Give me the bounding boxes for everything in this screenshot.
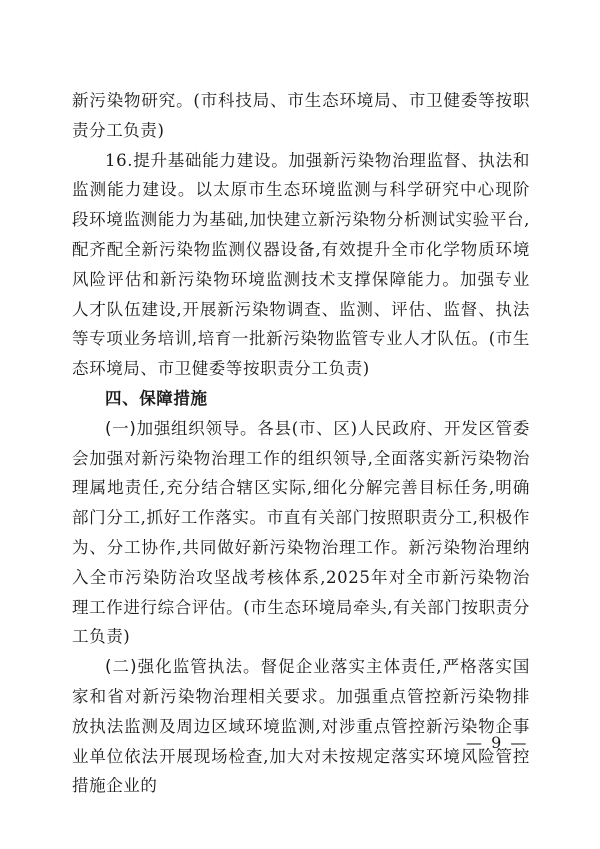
- paragraph-item-16: 16.提升基础能力建设。加强新污染物治理监督、执法和监测能力建设。以太原市生态环境监测与科学研究中心现阶段环境监测能力为基础,加快建立新污染物分析测试实验平台,配齐配全新污染物监测仪器设备,有效提升全市化学物质环境风险评估和新污染物环境监测技术支撑保障能力。加强专业人才队伍建设,开展新污染物调查、监测、评估、监督、执法等专项业务培训,培育一批新污染物监管专业人才队伍。(市生态环境局、市卫健委等按职责分工负责): [72, 150, 530, 379]
- paragraph-enforcement: [72, 652, 530, 801]
- page-number: — 9 —: [466, 733, 529, 752]
- section-heading: 四、保障措施: [105, 388, 208, 408]
- paragraph-organization-body: 各县(市、区)人民政府、开发区管委会加强对新污染物治理工作的组织领导,全面落实新污染物治理属地责任,充分结合辖区实际,细化分解完善目标任务,明确部门分工,抓好工作落实。市直有关部门按照职责分工,积极作为、分工协作,共同做好新污染物治理工作。新污染物治理纳入全市污染防治攻坚战考核体系,2025年对全市新污染物治理工作进行综合评估。(市生态环境局牵头,有关部门按职责分工负责): [72, 418, 531, 647]
- paragraph-enforcement-body: 督促企业落实主体责任,严格落实国家和省对新污染物治理相关要求。加强重点管控新污染物排放执法监测及周边区域环境监测,对涉重点管控新污染物企事业单位依法开展现场检查,加大对未按规定落实环境风险管控措施企业的: [72, 657, 530, 796]
- document-body: [72, 86, 530, 801]
- subheading-organization: (一)加强组织领导。: [105, 418, 258, 438]
- paragraph-continuation: 新污染物研究。(市科技局、市生态环境局、市卫健委等按职责分工负责): [72, 91, 530, 140]
- paragraph-organization: [72, 414, 530, 652]
- subheading-enforcement: (二)强化监管执法。: [105, 657, 261, 677]
